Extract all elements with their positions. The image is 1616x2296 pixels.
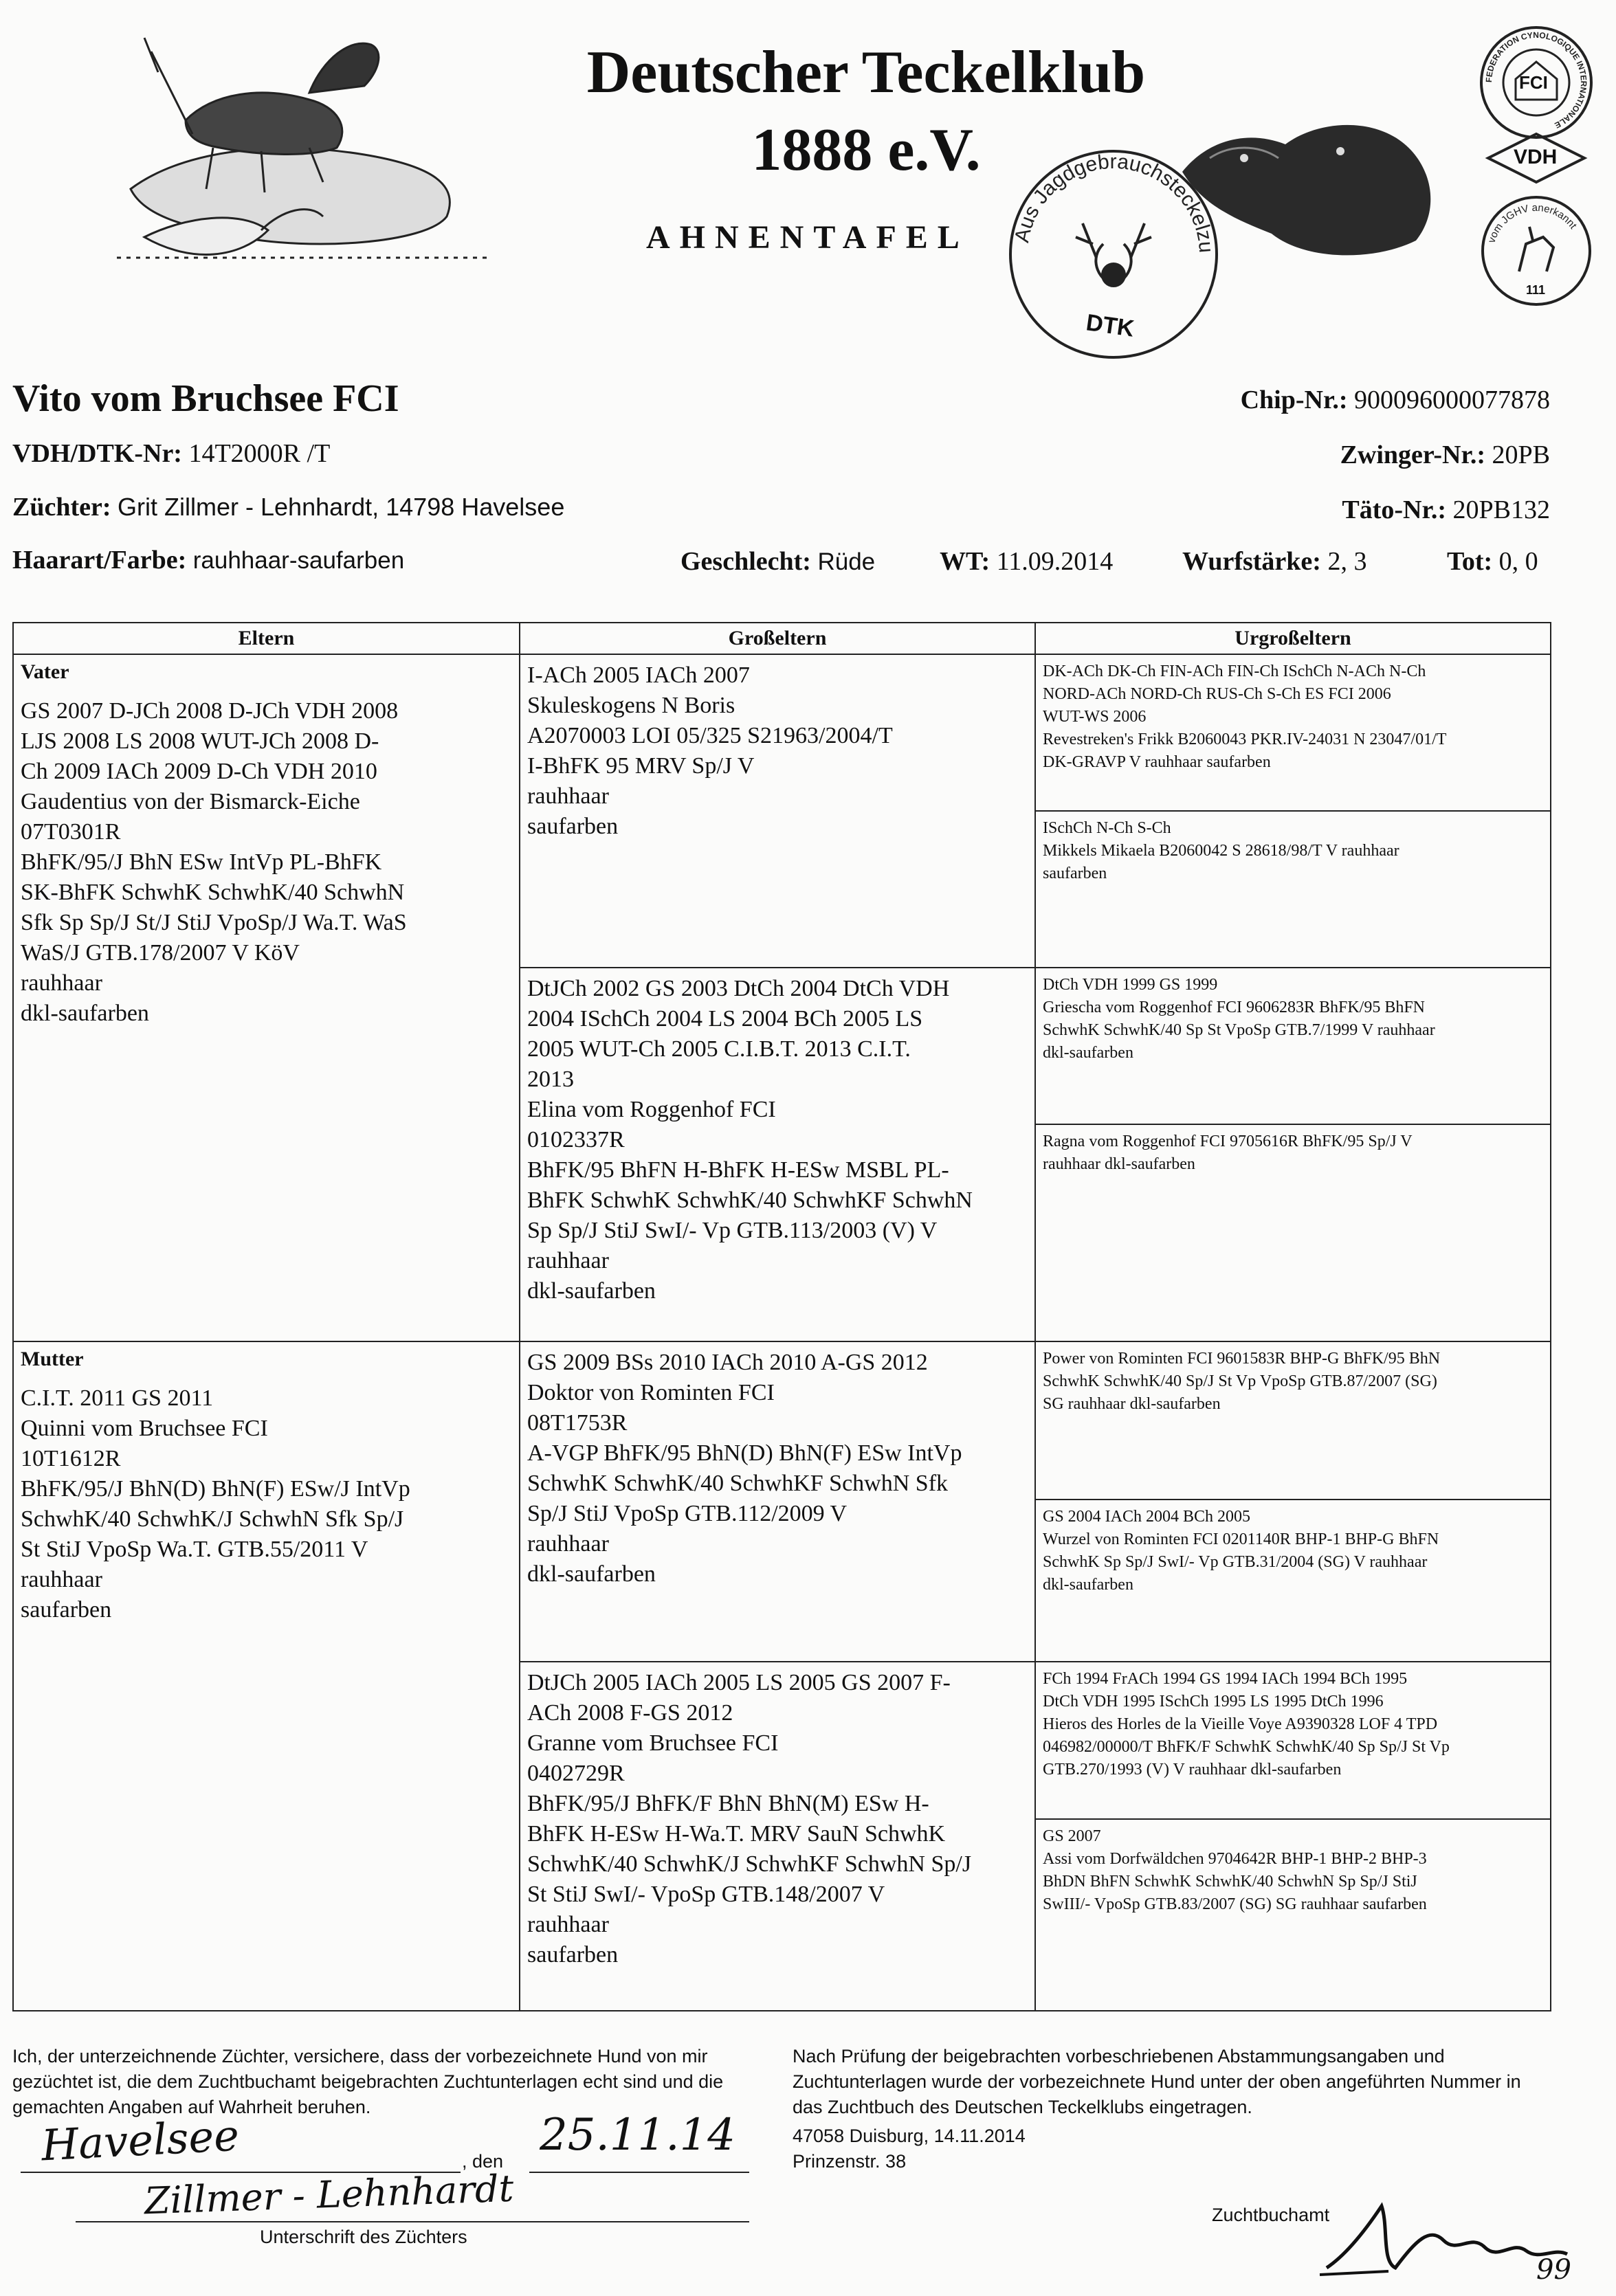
vdh-value: 14T2000R /T (188, 439, 331, 468)
dog-name: Vito vom Bruchsee FCI (12, 377, 399, 420)
pedigree-table (12, 622, 1551, 2011)
jghv-number: 111 (1526, 283, 1546, 297)
vdh-logo (1485, 131, 1588, 186)
grandparent-fm: DtJCh 2002 GS 2003 DtCh 2004 DtCh VDH 2004 ISchCh 2004 LS 2004 BCh 2005 LS 2005 WUT-Ch 2005 C.I.B.T. 2013 C.I.T. 2013 Elina vom Roggenhof FCI 0102337R BhFK/95 BhFN H-BhFK H-ESw MSBL PL- BhFK SchwhK SchwhK/40 SchwhKF SchwhN Sp Sp/J StiJ SwI/- Vp GTB.113/2003 (V) V rauhhaar dkl-saufarben (527, 975, 973, 1304)
chip-value: 900096000077878 (1354, 386, 1550, 414)
grandparent-mf-cell (520, 1341, 1035, 1662)
geschlecht-value: Rüde (817, 548, 876, 575)
fci-ring-text: FEDERATION CYNOLOGIQUE INTERNATIONALE (1483, 30, 1589, 131)
tot-value: 0, 0 (1498, 547, 1538, 576)
dachshund-portrait-illustration (1169, 55, 1464, 261)
taeto-row (1206, 495, 1550, 525)
ggp-cell-3 (1035, 968, 1551, 1124)
zuechter-value: Grit Zillmer - Lehnhardt, 14798 Havelsee (118, 493, 565, 521)
header-eltern: Eltern (13, 623, 520, 654)
jghv-logo (1478, 192, 1595, 309)
hunting-dog-illustration (103, 10, 488, 285)
ggp-cell-7 (1035, 1662, 1551, 1819)
grandparent-mm: DtJCh 2005 IACh 2005 LS 2005 GS 2007 F- ACh 2008 F-GS 2012 Granne vom Bruchsee FCI 0402729R BhFK/95/J BhFK/F BhN BhN(M) ESw H- BhFK H-ESw H-Wa.T. MRV SauN SchwhK SchwhK/40 SchwhK/J SchwhKF SchwhN Sp/J St StiJ SwI/- VpoSp GTB.148/2007 V rauhhaar saufarben (527, 1669, 972, 1968)
taeto-label: Täto-Nr.: (1342, 495, 1447, 524)
vdh-row (12, 438, 330, 469)
registry-city-date: 47058 Duisburg, 14.11.2014 (793, 2126, 1026, 2146)
signature-caption: Unterschrift des Züchters (260, 2227, 467, 2247)
header-urgrosseltern: Urgroßeltern (1035, 623, 1551, 654)
club-name: Deutscher Teckelklub (586, 39, 1146, 106)
tot-label: Tot: (1447, 547, 1493, 576)
geschlecht-row (680, 546, 875, 577)
ggp-cell-1 (1035, 654, 1551, 811)
club-year: 1888 e.V. (751, 117, 981, 183)
father-cell (13, 654, 520, 1341)
grandparent-ff: I-ACh 2005 IACh 2007 Skuleskogens N Boris A2070003 LOI 05/325 S21963/2004/T I-BhFK 95 MRV Sp/J V rauhhaar saufarben (527, 662, 893, 840)
header-grosseltern: Großeltern (520, 623, 1035, 654)
document-type: AHNENTAFEL (646, 219, 969, 256)
ggp-7: FCh 1994 FrACh 1994 GS 1994 IACh 1994 BCh 1995 DtCh VDH 1995 ISchCh 1995 LS 1995 DtCh 1996 Hieros des Horles de la Vieille Voye A9390328 LOF 4 TPD 046982/00000/T BhFK/F SchwhK SchwhK/40 Sp Sp/J St Vp GTB.270/1993 (V) V rauhhaar dkl-saufarben (1043, 1669, 1450, 1779)
zuechter-row (12, 492, 564, 522)
ggp-8: GS 2007 Assi vom Dorfwäldchen 9704642R BHP-1 BHP-2 BHP-3 BhDN BhFN SchwhK SchwhK/40 SchwhN Sp Sp/J StiJ SwIII/- VpoSp GTB.83/2007 (SG) SG rauhhaar saufarben (1043, 1827, 1427, 1913)
grandparent-mf: GS 2009 BSs 2010 IACh 2010 A-GS 2012 Doktor von Rominten FCI 08T1753R A-VGP BhFK/95 BhN(D) BhN(F) ESw IntVp SchwhK SchwhK/40 SchwhKF SchwhN Sfk Sp/J StiJ VpoSp GTB.112/2009 V rauhhaar dkl-saufarben (527, 1350, 962, 1587)
wt-label: WT: (940, 547, 990, 576)
haarart-label: Haarart/Farbe: (12, 546, 187, 575)
zwinger-row (1206, 440, 1550, 470)
fci-abbr: FCI (1519, 72, 1548, 93)
father-label: Vater (21, 660, 69, 684)
mother-label: Mutter (21, 1348, 84, 1371)
ggp-cell-6 (1035, 1500, 1551, 1662)
den-label: , den (462, 2151, 504, 2172)
zuechter-label: Züchter: (12, 493, 111, 522)
ggp-1: DK-ACh DK-Ch FIN-ACh FIN-Ch ISchCh N-ACh N-Ch NORD-ACh NORD-Ch RUS-Ch S-Ch ES FCI 2006 WUT-WS 2006 Revestreken's Frikk B2060043 PKR.IV-24031 N 23047/01/T DK-GRAVP V rauhhaar saufarben (1043, 662, 1447, 772)
breeder-statement: Ich, der unterzeichnende Züchter, versichere, dass der vorbezeichnete Hund von mir gezüchtet ist, die dem Zuchtbuchamt beigebrachten Zuchtunterlagen echt sind und die gemachten Angaben auf Wahrheit beruhen. (12, 2046, 724, 2117)
geschlecht-label: Geschlecht: (680, 547, 811, 576)
chip-label: Chip-Nr.: (1240, 386, 1348, 414)
ggp-3: DtCh VDH 1999 GS 1999 Griescha vom Roggenhof FCI 9606283R BhFK/95 BhFN SchwhK SchwhK/40 Sp St VpoSp GTB.7/1999 V rauhhaar dkl-saufarben (1043, 975, 1435, 1062)
signature-line (76, 2221, 749, 2222)
registry-street: Prinzenstr. 38 (793, 2151, 907, 2172)
wt-row (940, 546, 1113, 577)
wurf-label: Wurfstärke: (1182, 547, 1321, 576)
fci-logo (1478, 24, 1595, 141)
ggp-2: ISchCh N-Ch S-Ch Mikkels Mikaela B2060042 S 28618/98/T V rauhhaar saufarben (1043, 819, 1399, 883)
ggp-cell-4 (1035, 1124, 1551, 1342)
wurf-value: 2, 3 (1327, 547, 1367, 576)
wt-value: 11.09.2014 (996, 547, 1114, 576)
place-handwritten: Havelsee (40, 2110, 241, 2171)
chip-row (1206, 385, 1550, 415)
registry-office: Zuchtbuchamt (1212, 2205, 1330, 2225)
grandparent-fm-cell (520, 968, 1035, 1341)
registry-statement: Nach Prüfung der beigebrachten vorbeschriebenen Abstammungsangaben und Zuchtunterlagen wurde der vorbezeichnete Hund unter der oben angeführten Nummer in das Zuchtbuch des Deutschen Teckelklubs eingetragen. (793, 2046, 1521, 2117)
haarart-value: rauhhaar-saufarben (192, 547, 405, 574)
wurf-row (1182, 546, 1366, 577)
breeder-signature: Zillmer - Lehnhardt (144, 2166, 515, 2223)
ggp-cell-8 (1035, 1819, 1551, 2011)
ggp-4: Ragna vom Roggenhof FCI 9705616R BhFK/95 Sp/J V rauhhaar dkl-saufarben (1043, 1132, 1413, 1173)
ggp-cell-5 (1035, 1341, 1551, 1500)
father-entry: GS 2007 D-JCh 2008 D-JCh VDH 2008 LJS 2008 LS 2008 WUT-JCh 2008 D- Ch 2009 IACh 2009 D-Ch VDH 2010 Gaudentius von der Bismarck-Eiche 07T0301R BhFK/95/J BhN ESw IntVp PL-BhFK SK-BhFK SchwhK SchwhK/40 SchwhN Sfk Sp Sp/J St/J StiJ VpoSp/J Wa.T. WaS WaS/J GTB.178/2007 V KöV rauhhaar dkl-saufarben (21, 698, 407, 1027)
page-mark: 99 (1536, 2254, 1571, 2286)
mother-cell (13, 1341, 520, 2011)
vdh-text: VDH (1514, 146, 1558, 168)
date-handwritten: 25.11.14 (540, 2110, 735, 2161)
grandparent-ff-cell (520, 654, 1035, 968)
stamp-text: Aus Jagdgebrauchsteckelzu (1010, 150, 1218, 254)
mother-entry: C.I.T. 2011 GS 2011 Quinni vom Bruchsee FCI 10T1612R BhFK/95/J BhN(D) BhN(F) ESw/J IntVp SchwhK/40 SchwhK/J SchwhN Sfk Sp/J St StiJ VpoSp Wa.T. GTB.55/2011 V rauhhaar saufarben (21, 1385, 410, 1623)
ggp-5: Power von Rominten FCI 9601583R BHP-G BhFK/95 BhN SchwhK SchwhK/40 Sp/J St Vp VpoSp GTB.87/2007 (SG) SG rauhhaar dkl-saufarben (1043, 1350, 1441, 1414)
vdh-label: VDH/DTK-Nr: (12, 439, 182, 468)
jghv-ring-text: vom JGHV anerkannt (1485, 201, 1580, 245)
stamp-abbr: DTK (1084, 309, 1136, 342)
haarart-row (12, 545, 404, 575)
ggp-6: GS 2004 IACh 2004 BCh 2005 Wurzel von Rominten FCI 0201140R BHP-1 BHP-G BhFN SchwhK Sp Sp/J SwI/- Vp GTB.31/2004 (SG) V rauhhaar dkl-saufarben (1043, 1508, 1439, 1594)
tot-row (1447, 546, 1538, 577)
zwinger-label: Zwinger-Nr.: (1340, 441, 1486, 469)
zwinger-value: 20PB (1492, 441, 1550, 469)
date-line (529, 2172, 749, 2173)
grandparent-mm-cell (520, 1662, 1035, 2011)
ggp-cell-2 (1035, 811, 1551, 968)
taeto-value: 20PB132 (1452, 495, 1550, 524)
